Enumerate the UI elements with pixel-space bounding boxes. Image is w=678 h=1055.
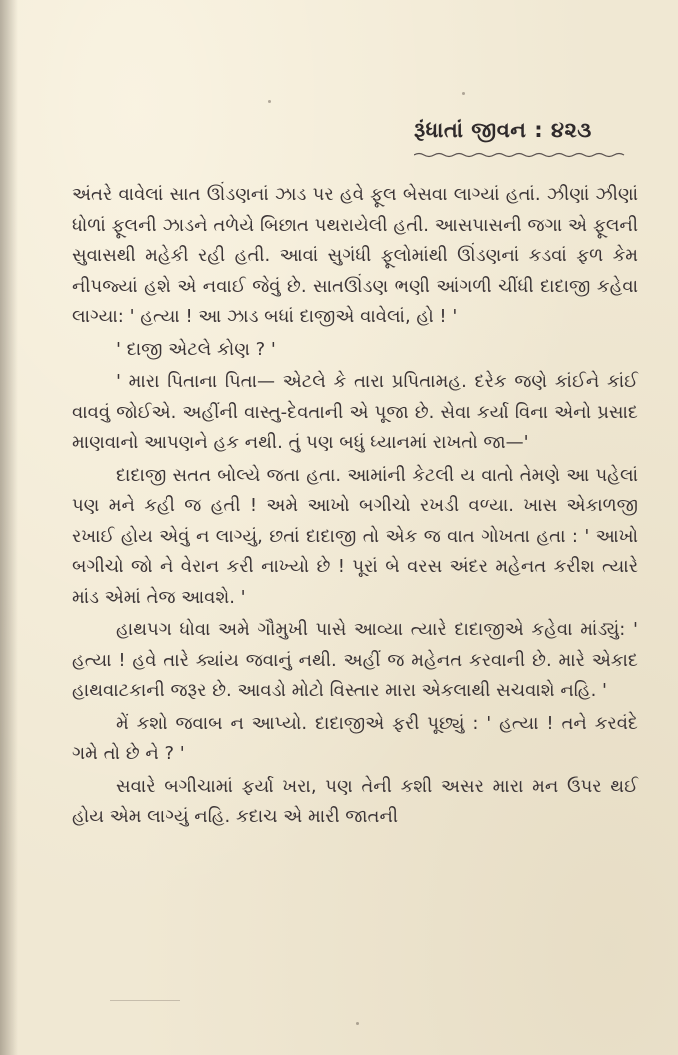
paragraph: ' મારા પિતાના પિતા— એટલે કે તારા પ્રપિતામહ. દરેક જણે કાંઈને કાંઈ વાવવું જોઈએ. અહીંની વાસ્તુ-દેવતાની એ પૂજા છે. સેવા કર્યા વિના એનો પ્રસાદ માણવાનો આપણને હક નથી. તું પણ બધું ધ્યાનમાં રાખતો જા—': [72, 371, 638, 453]
footer-mark: [110, 1000, 180, 1001]
paper-speck: [356, 1022, 359, 1025]
paragraph: સવારે બગીચામાં ફર્યા ખરા, પણ તેની કશી અસર મારા મન ઉપર થઈ હોય એમ લાગ્યું નહિ. કદાચ એ મારી જાતની: [72, 775, 638, 827]
paragraph: અંતરે વાવેલાં સાત ઊંડણનાં ઝાડ પર હવે ફૂલ બેસવા લાગ્યાં હતાં. ઝીણાં ઝીણાં ધોળાં ફૂલની ઝાડને તળેયે બિછાત પથરાયેલી હતી. આસપાસની જગા એ ફૂલની સુવાસથી મહેકી રહી હતી. આવાં સુગંધી ફૂલોમાંથી ઊંડણનાં કડવાં ફળ કેમ નીપજ્યાં હશે એ નવાઈ જેવું છે. સાતઊંડણ ભણી આંગળી ચીંધી દાદાજી કહેવા લાગ્યા: ' હત્યા ! આ ઝાડ બધાં દાજીએ વાવેલાં, હો ! ': [72, 184, 638, 327]
paragraph: ' દાજી એટલે કોણ ? ': [116, 338, 276, 360]
spine-shadow: [0, 0, 18, 1055]
paragraph: દાદાજી સતત બોલ્યે જતા હતા. આમાંની કેટલી ય વાતો તેમણે આ પહેલાં પણ મને કહી જ હતી ! અમે આખો બગીચો રખડી વળ્યા. ખાસ એકાળજી રખાઈ હોય એવું ન લાગ્યું, છતાં દાદાજી તો એક જ વાત ગોખતા હતા : ' આખો બગીચો જો ને વેરાન કરી નાખ્યો છે ! પૂરાં બે વરસ અંદર મહેનત કરીશ ત્યારે માંડ એમાં તેજ આવશે. ': [72, 464, 638, 608]
paper-speck: [268, 100, 271, 103]
paragraph: હાથપગ ધોવા અમે ગૌમુખી પાસે આવ્યા ત્યારે દાદાજીએ કહેવા માંડ્યું: ' હત્યા ! હવે તારે ક્યાંય જવાનું નથી. અહીં જ મહેનત કરવાની છે. મારે એકાદ હાથવાટકાની જરૂર છે. આવડો મોટો વિસ્તાર મારા એકલાથી સચવાશે નહિ. ': [72, 619, 638, 701]
header-underline: [414, 152, 628, 158]
paper-speck: [462, 92, 465, 95]
page-header: [414, 118, 634, 162]
paragraph: મેં કશો જવાબ ન આપ્યો. દાદાજીએ ફરી પૂછ્યું : ' હત્યા ! તને કરવંદે ગમે તો છે ને ? ': [72, 712, 638, 764]
page-body: [72, 180, 638, 835]
running-title: રૂંધાતાં જીવન : ૪૨૩: [414, 118, 592, 142]
